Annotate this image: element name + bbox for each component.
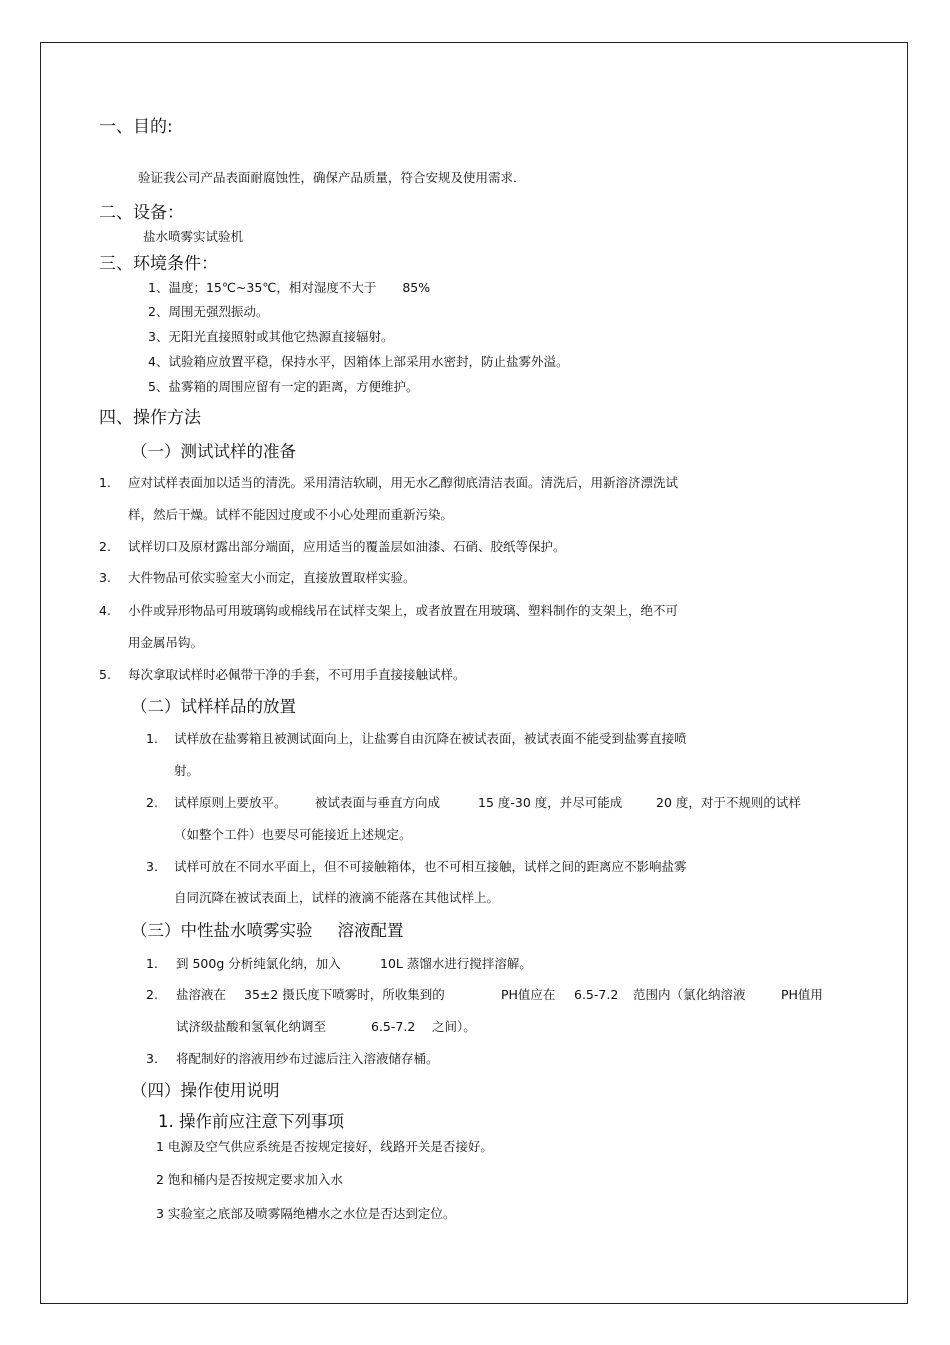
sub1-item-4-num: 4. [99, 603, 111, 618]
section-operation-title: 四、操作方法 [99, 408, 201, 428]
section-purpose-title: 一、目的: [99, 117, 173, 137]
sub2-title: （二）试样样品的放置 [131, 697, 296, 716]
sub4-item-1: 1 电源及空气供应系统是否按规定接好，线路开关是否接好。 [156, 1139, 493, 1154]
sub1-item-2-num: 2. [99, 539, 111, 554]
env-item-2: 2、周围无强烈振动。 [148, 304, 269, 319]
sub2-item-1-num: 1. [146, 731, 158, 746]
sub2-item-2-line1b: 被试表面与垂直方向成 [315, 795, 441, 810]
sub2-item-2-line1d: 20 度，对于不规则的试样 [656, 795, 801, 810]
env-item-1-text: 1、温度；15℃~35℃，相对湿度不大于 [148, 280, 377, 295]
sub3-item-2-num: 2. [146, 987, 158, 1002]
sub3-item-2-line2c: 之间）。 [432, 1019, 476, 1034]
env-item-3: 3、无阳光直接照射或其他它热源直接辐射。 [148, 329, 394, 344]
env-item-1-value: 85% [402, 280, 431, 295]
sub1-item-3-num: 3. [99, 570, 111, 585]
sub1-item-4-line1: 小件或异形物品可用玻璃钩或棉线吊在试样支架上，或者放置在用玻璃、塑料制作的支架上，绝不可 [128, 603, 679, 618]
sub3-item-2-line2b: 6.5-7.2 [371, 1019, 416, 1034]
sub2-item-3-num: 3. [146, 859, 158, 874]
sub1-item-4-line2: 用金属吊钩。 [128, 635, 204, 650]
sub1-title: （一）测试试样的准备 [131, 442, 296, 461]
sub3-item-1-line1a: 到 500g 分析纯氯化纳，加入 [176, 956, 341, 971]
sub2-item-3-line1: 试样可放在不同水平面上，但不可接触箱体，也不可相互接触，试样之间的距离应不影响盐雾 [174, 859, 687, 874]
sub3-item-1-num: 1. [146, 956, 158, 971]
sub3-item-2-line1c: PH值应在 [501, 987, 556, 1002]
sub1-item-2-line1: 试样切口及原材露出部分端面，应用适当的覆盖层如油漆、石硝、胶纸等保护。 [128, 539, 566, 554]
sub4-heading: 1. 操作前应注意下列事项 [158, 1112, 344, 1131]
section-equipment-title: 二、设备： [99, 203, 184, 223]
sub2-item-1-line2: 射。 [174, 763, 200, 778]
sub1-item-3-line1: 大件物品可依实验室大小而定，直接放置取样实验。 [128, 570, 416, 585]
sub2-item-1-line1: 试样放在盐雾箱且被测试面向上，让盐雾自由沉降在被试表面，被试表面不能受到盐雾直接喷 [174, 731, 687, 746]
sub2-item-2-line1a: 试样原则上要放平。 [174, 795, 287, 810]
sub3-item-3-line1: 将配制好的溶液用纱布过滤后注入溶液储存桶。 [176, 1051, 439, 1066]
sub3-item-2-line1f: PH值用 [781, 987, 823, 1002]
env-item-1 [148, 282, 430, 295]
sub4-item-3: 3 实验室之底部及喷雾隔绝槽水之水位是否达到定位。 [156, 1206, 456, 1221]
sub2-item-2-num: 2. [146, 795, 158, 810]
sub1-item-1-line1: 应对试样表面加以适当的清洗。采用清洁软刷，用无水乙醇彻底清洁表面。清洗后，用新溶济漂洗试 [128, 475, 679, 490]
env-item-5: 5、盐雾箱的周围应留有一定的距离，方便维护。 [148, 379, 419, 394]
sub2-item-2-line2: （如整个工件）也要尽可能接近上述规定。 [174, 827, 412, 842]
sub2-item-2-line1c: 15 度-30 度，并尽可能成 [478, 795, 623, 810]
sub1-item-1-num: 1. [99, 475, 111, 490]
sub3-item-2-line1a: 盐溶液在 [176, 987, 227, 1002]
sub3-item-2-line1b: 35±2 摄氏度下喷雾时，所收集到的 [244, 987, 445, 1002]
sub3-title-b: 溶液配置 [337, 921, 404, 940]
env-item-4: 4、试验箱应放置平稳，保持水平，因箱体上部采用水密封，防止盐雾外溢。 [148, 354, 569, 369]
sub3-item-2-line1e: 范围内（氯化纳溶液 [633, 987, 746, 1002]
section-equipment-text: 盐水喷雾实试验机 [143, 229, 244, 244]
sub1-item-1-line2: 样，然后干燥。试样不能因过度或不小心处理而重新污染。 [128, 507, 454, 522]
sub3-item-2-line1d: 6.5-7.2 [574, 987, 619, 1002]
sub3-title-a: （三）中性盐水喷雾实验 [131, 921, 313, 940]
sub3-title [131, 923, 404, 940]
sub1-item-5-line1: 每次拿取试样时必佩带干净的手套，不可用手直接接触试样。 [128, 667, 466, 682]
sub4-title: （四）操作使用说明 [131, 1081, 280, 1100]
sub1-item-5-num: 5. [99, 667, 111, 682]
sub3-item-3-num: 3. [146, 1051, 158, 1066]
sub3-item-2-line2a: 试济级盐酸和氢氧化纳调至 [176, 1019, 327, 1034]
sub3-item-1-line1b: 10L 蒸馏水进行搅拌溶解。 [380, 956, 532, 971]
section-environment-title: 三、环境条件： [99, 254, 218, 274]
sub4-item-2: 2 饱和桶内是否按规定要求加入水 [156, 1172, 343, 1187]
sub2-item-3-line2: 自同沉降在被试表面上，试样的液滴不能落在其他试样上。 [174, 890, 500, 905]
section-purpose-text: 验证我公司产品表面耐腐蚀性，确保产品质量，符合安规及使用需求． [138, 170, 526, 185]
